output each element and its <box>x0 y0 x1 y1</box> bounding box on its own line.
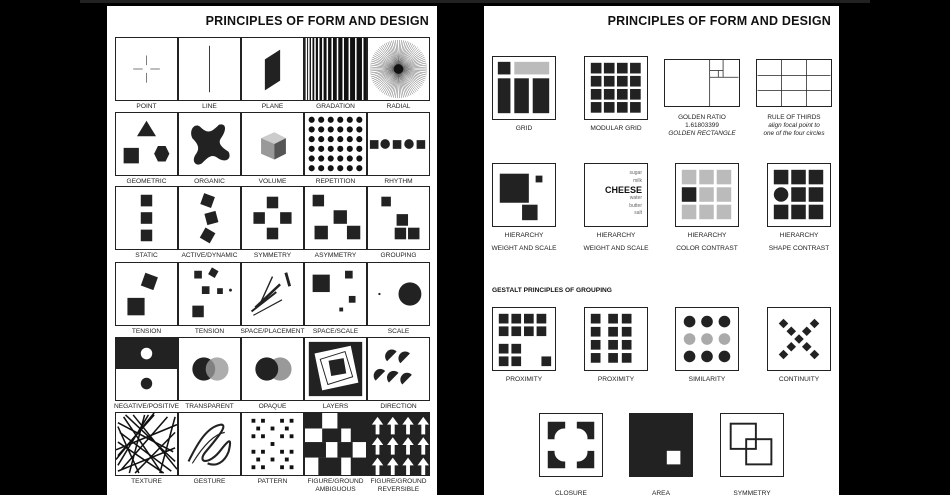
tile-repetition <box>304 112 367 185</box>
texture-icon <box>115 412 178 476</box>
tile-label: HIERARCHY <box>779 232 819 239</box>
rhythm-icon <box>367 112 430 176</box>
word-water: water <box>629 195 642 201</box>
tile-label: HIERARCHY <box>596 232 636 239</box>
tile-hierarchy-shape <box>767 163 831 252</box>
golden-ratio-icon <box>664 59 740 107</box>
top-bar <box>80 0 870 3</box>
transparent-icon <box>178 337 241 401</box>
tile-label: GOLDEN RATIO <box>678 114 726 121</box>
proximity-icon <box>492 307 556 371</box>
tile-figure-ground-reversible <box>367 412 430 493</box>
tile-geometric <box>115 112 178 185</box>
tile-opaque <box>241 337 304 410</box>
tile-label: SYMMETRY <box>253 252 292 259</box>
tile-label: RULE OF THIRDS <box>767 114 821 121</box>
tile-gesture <box>178 412 241 485</box>
tile-label: AREA <box>652 490 670 495</box>
rule-of-thirds-icon <box>756 59 832 107</box>
word-salt: salt <box>634 210 642 216</box>
tile-label: OPAQUE <box>258 403 287 410</box>
tile-label: LAYERS <box>322 403 349 410</box>
tile-sublabel: one of the four circles <box>763 130 825 137</box>
tile-label: SYMMETRY <box>733 490 771 495</box>
symmetry-squares-icon <box>720 413 784 477</box>
tile-pattern <box>241 412 304 485</box>
tile-label: FIGURE/GROUND <box>370 478 427 485</box>
plane-icon <box>241 37 304 101</box>
static-icon <box>115 186 178 250</box>
scale-icon <box>367 262 430 326</box>
tile-label: SPACE/SCALE <box>312 328 359 335</box>
tile-label: LINE <box>202 103 217 110</box>
tile-asymmetry <box>304 186 367 259</box>
tile-label: ASYMMETRY <box>314 252 357 259</box>
tile-line <box>178 37 241 110</box>
tile-volume <box>241 112 304 185</box>
tile-label: CLOSURE <box>555 490 587 495</box>
tile-label: REPETITION <box>315 178 356 185</box>
tile-space-placement <box>240 262 305 335</box>
gestalt-heading: GESTALT PRINCIPLES OF GROUPING <box>492 287 612 294</box>
line-icon <box>178 37 241 101</box>
word-milk: milk <box>633 177 642 184</box>
tile-hierarchy-color <box>675 163 739 252</box>
tile-label: GEOMETRIC <box>126 178 167 185</box>
tile-label: TRANSPARENT <box>185 403 234 410</box>
poster-title: PRINCIPLES OF FORM AND DESIGN <box>205 14 429 28</box>
volume-icon <box>241 112 304 176</box>
tile-sublabel: 1.61803399 <box>685 122 719 129</box>
tile-plane <box>241 37 304 110</box>
hierarchy-shape-contrast-icon <box>767 163 831 227</box>
gradation-icon <box>304 37 367 101</box>
tile-hierarchy-type <box>583 163 649 252</box>
tile-sublabel: WEIGHT AND SCALE <box>491 245 557 252</box>
left-poster <box>107 6 437 495</box>
geometric-icon <box>115 112 178 176</box>
area-icon <box>629 413 693 477</box>
poster-title: PRINCIPLES OF FORM AND DESIGN <box>607 14 831 28</box>
space-placement-icon <box>241 262 304 326</box>
point-icon <box>115 37 178 101</box>
tile-label: RHYTHM <box>384 178 413 185</box>
tile-label: TENSION <box>194 328 225 335</box>
closure-icon <box>539 413 603 477</box>
tile-space-scale <box>304 262 367 335</box>
tile-hierarchy-weight-scale <box>491 163 557 252</box>
tile-label: DIRECTION <box>380 403 417 410</box>
continuity-icon <box>767 307 831 371</box>
tile-proximity-columns <box>584 307 648 383</box>
tile-organic <box>178 112 241 185</box>
grid-icon <box>492 56 556 120</box>
tile-closure <box>539 413 603 495</box>
tile-label: PROXIMITY <box>505 376 543 383</box>
tile-modular-grid <box>584 56 648 132</box>
tile-label: PLANE <box>261 103 284 110</box>
tile-label: POINT <box>136 103 157 110</box>
tile-sublabel: align focal point to <box>768 122 820 129</box>
tile-tension <box>178 262 241 335</box>
tile-label: SCALE <box>387 328 410 335</box>
tile-sublabel: GOLDEN RECTANGLE <box>668 130 736 137</box>
figure-ground-ambiguous-icon <box>304 412 367 476</box>
tile-static <box>115 186 178 259</box>
grouping-icon <box>367 186 430 250</box>
space-scale-icon <box>304 262 367 326</box>
right-poster <box>484 6 839 495</box>
tile-label: SPACE/PLACEMENT <box>240 328 305 335</box>
tile-label: RADIAL <box>386 103 411 110</box>
word-sugar: sugar <box>629 170 642 176</box>
pattern-icon <box>241 412 304 476</box>
tension-icon <box>178 262 241 326</box>
tile-sublabel: SHAPE CONTRAST <box>768 245 830 252</box>
tile-label: SIMILARITY <box>688 376 726 383</box>
tile-scale <box>367 262 430 335</box>
tile-rule-of-thirds <box>756 59 832 137</box>
tile-figure-ground-ambiguous <box>304 412 367 493</box>
tile-sublabel: WEIGHT AND SCALE <box>583 245 649 252</box>
tile-rhythm <box>367 112 430 185</box>
tile-label: GESTURE <box>193 478 226 485</box>
tile-label: TENSION <box>131 328 162 335</box>
tile-grid <box>492 56 556 132</box>
active-dynamic-icon <box>178 186 241 250</box>
tile-proximity <box>492 307 556 383</box>
tile-label: PROXIMITY <box>597 376 635 383</box>
tile-label: PATTERN <box>257 478 288 485</box>
modular-grid-icon <box>584 56 648 120</box>
proximity-columns-icon <box>584 307 648 371</box>
tile-continuity <box>767 307 831 383</box>
tile-sublabel: COLOR CONTRAST <box>676 245 738 252</box>
tile-label: GROUPING <box>380 252 417 259</box>
tension-icon <box>115 262 178 326</box>
tile-radial <box>367 37 430 110</box>
tile-texture <box>115 412 178 485</box>
tile-active-dynamic <box>178 186 241 259</box>
opaque-icon <box>241 337 304 401</box>
tile-label: GRADATION <box>316 103 355 110</box>
tile-label: FIGURE/GROUND <box>307 478 364 485</box>
tile-label: NEGATIVE/POSITIVE <box>113 403 180 410</box>
tile-label: VOLUME <box>258 178 287 185</box>
tile-sublabel: REVERSIBLE <box>377 486 420 493</box>
symmetry-icon <box>241 186 304 250</box>
hierarchy-type-icon <box>584 163 648 227</box>
tile-sublabel: AMBIGUOUS <box>315 486 356 493</box>
layers-icon <box>304 337 367 401</box>
tile-label: ACTIVE/DYNAMIC <box>181 252 238 259</box>
gesture-icon <box>178 412 241 476</box>
tile-point <box>115 37 178 110</box>
tile-label: TEXTURE <box>131 478 162 485</box>
tile-gradation <box>304 37 367 110</box>
tile-transparent <box>178 337 241 410</box>
direction-icon <box>367 337 430 401</box>
hierarchy-weight-scale-icon <box>492 163 556 227</box>
tile-golden-ratio <box>664 59 740 137</box>
tile-symmetry <box>241 186 304 259</box>
tile-label: GRID <box>515 125 533 132</box>
tile-label: MODULAR GRID <box>590 125 642 132</box>
tile-label: STATIC <box>135 252 158 259</box>
tile-grouping <box>367 186 430 259</box>
hierarchy-color-contrast-icon <box>675 163 739 227</box>
word-butter: butter <box>629 202 642 209</box>
tile-symmetry <box>720 413 784 495</box>
similarity-icon <box>675 307 739 371</box>
tile-label: HIERARCHY <box>504 232 544 239</box>
tile-negative-positive <box>113 337 180 410</box>
tile-direction <box>367 337 430 410</box>
tile-tension <box>115 262 178 335</box>
radial-icon <box>367 37 430 101</box>
tile-label: ORGANIC <box>194 178 225 185</box>
asymmetry-icon <box>304 186 367 250</box>
tile-label: HIERARCHY <box>687 232 727 239</box>
repetition-icon <box>304 112 367 176</box>
tile-similarity <box>675 307 739 383</box>
negative-positive-icon <box>115 337 178 401</box>
organic-icon <box>178 112 241 176</box>
tile-area <box>629 413 693 495</box>
tile-label: CONTINUITY <box>778 376 820 383</box>
word-cheese: CHEESE <box>604 185 642 195</box>
tile-layers <box>304 337 367 410</box>
figure-ground-reversible-icon <box>367 412 430 476</box>
